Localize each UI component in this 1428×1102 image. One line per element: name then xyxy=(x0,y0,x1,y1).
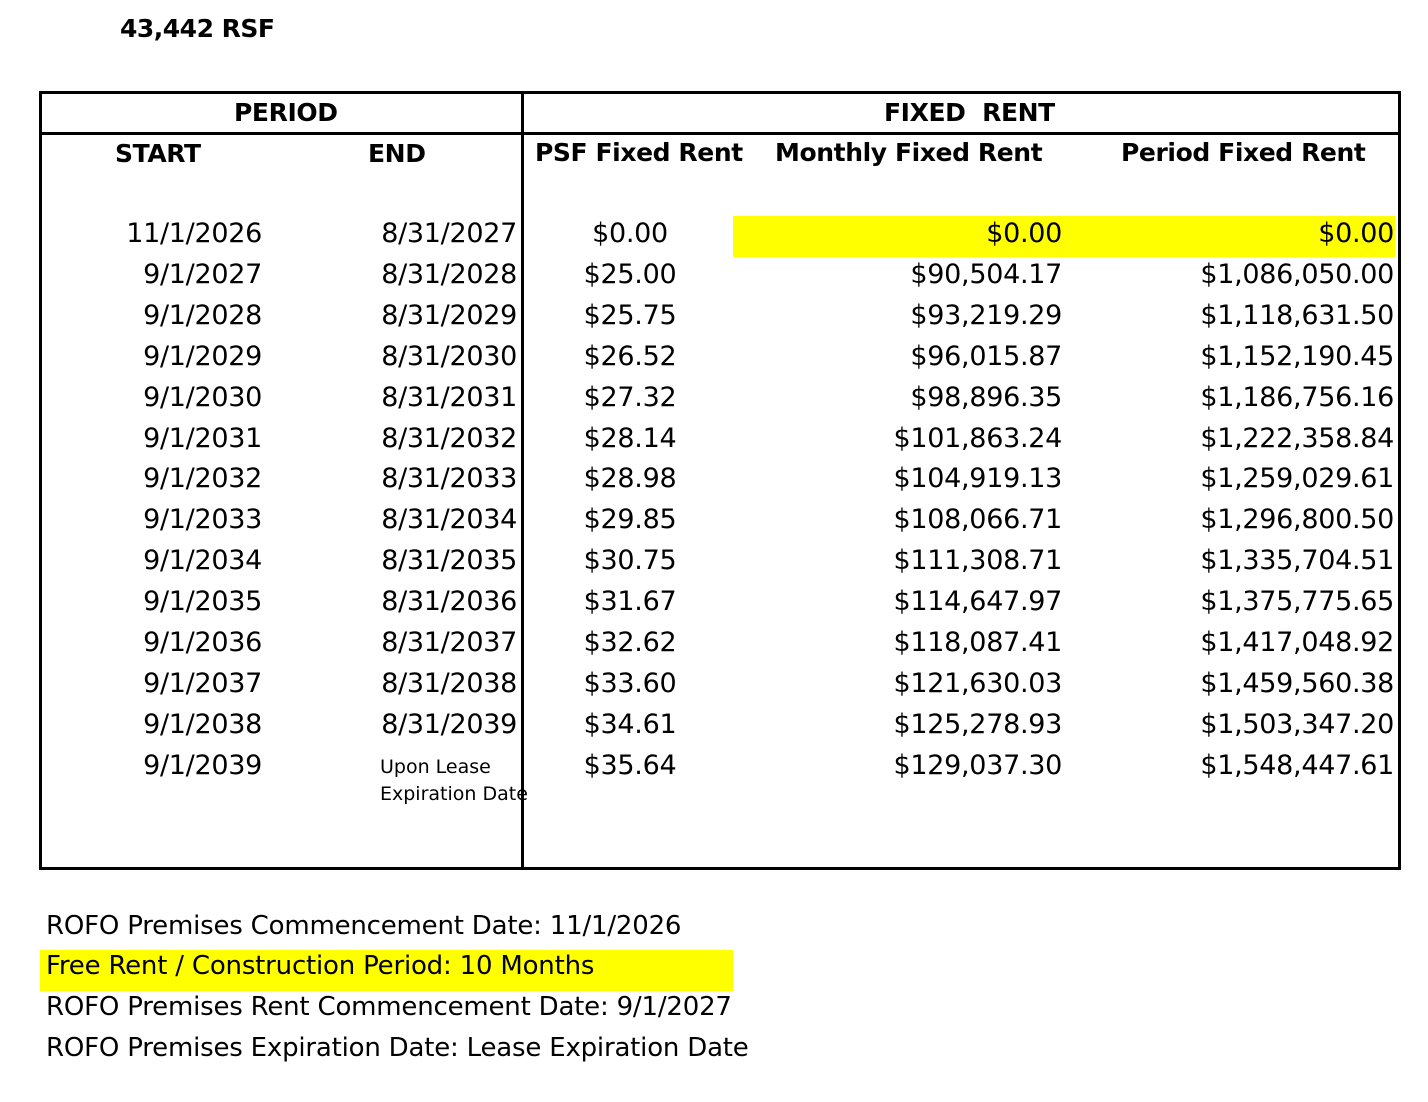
psf-rent-cell: $35.64 xyxy=(583,749,677,781)
period-rent-cell: $1,548,447.61 xyxy=(1200,749,1394,781)
monthly-rent-cell: $0.00 xyxy=(986,218,1062,249)
start-date-cell: 11/1/2026 xyxy=(126,218,262,249)
expiration-note: ROFO Premises Expiration Date: Lease Expiration Date xyxy=(46,1033,749,1063)
end-date-cell: 8/31/2030 xyxy=(381,340,517,372)
period-rent-cell: $1,417,048.92 xyxy=(1200,627,1394,658)
psf-rent-cell: $30.75 xyxy=(583,545,677,577)
psf-header: PSF Fixed Rent xyxy=(535,138,743,167)
psf-rent-cell: $28.14 xyxy=(583,422,677,454)
start-date-cell: 9/1/2039 xyxy=(143,749,262,781)
end-date-cell: 8/31/2029 xyxy=(381,299,517,331)
monthly-rent-cell: $101,863.24 xyxy=(893,422,1062,454)
end-date-line1: Upon Lease xyxy=(380,755,491,778)
period-header: PERIOD xyxy=(234,98,338,127)
end-date-cell: 8/31/2028 xyxy=(381,258,517,290)
monthly-rent-cell: $125,278.93 xyxy=(893,708,1062,740)
period-rent-cell: $1,086,050.00 xyxy=(1200,258,1394,290)
monthly-rent-cell: $108,066.71 xyxy=(893,504,1062,536)
psf-rent-cell: $33.60 xyxy=(583,667,677,699)
start-date-cell: 9/1/2038 xyxy=(143,708,262,740)
period-rent-cell: $1,296,800.50 xyxy=(1200,504,1394,536)
start-date-cell: 9/1/2036 xyxy=(143,627,262,658)
start-date-cell: 9/1/2034 xyxy=(143,545,262,577)
psf-rent-cell: $28.98 xyxy=(583,463,677,495)
start-date-cell: 9/1/2033 xyxy=(143,504,262,536)
monthly-rent-cell: $121,630.03 xyxy=(893,667,1062,699)
period-rent-cell: $1,222,358.84 xyxy=(1200,422,1394,454)
fixed-rent-header: FIXED RENT xyxy=(884,98,1055,127)
end-date-cell: 8/31/2027 xyxy=(381,218,517,249)
end-header: END xyxy=(368,139,426,168)
start-date-cell: 9/1/2031 xyxy=(143,422,262,454)
monthly-rent-cell: $93,219.29 xyxy=(910,299,1062,331)
start-date-cell: 9/1/2030 xyxy=(143,381,262,413)
start-date-cell: 9/1/2027 xyxy=(143,258,262,290)
end-date-line2: Expiration Date xyxy=(380,782,528,805)
end-date-cell: 8/31/2036 xyxy=(381,586,517,618)
period-rent-cell: $1,259,029.61 xyxy=(1200,463,1394,495)
end-date-cell: 8/31/2031 xyxy=(381,381,517,413)
period-divider xyxy=(521,94,524,867)
period-rent-cell: $1,375,775.65 xyxy=(1200,586,1394,618)
header-divider xyxy=(42,132,1398,135)
psf-rent-cell: $26.52 xyxy=(583,340,677,372)
monthly-rent-cell: $111,308.71 xyxy=(893,545,1062,577)
monthly-rent-cell: $114,647.97 xyxy=(893,586,1062,618)
monthly-header: Monthly Fixed Rent xyxy=(775,138,1043,167)
period-rent-cell: $1,186,756.16 xyxy=(1200,381,1394,413)
end-date-cell: 8/31/2033 xyxy=(381,463,517,495)
start-date-cell: 9/1/2032 xyxy=(143,463,262,495)
monthly-rent-cell: $98,896.35 xyxy=(910,381,1062,413)
start-date-cell: 9/1/2037 xyxy=(143,667,262,699)
free-rent-note: Free Rent / Construction Period: 10 Months xyxy=(46,951,595,981)
start-date-cell: 9/1/2029 xyxy=(143,340,262,372)
psf-rent-cell: $25.75 xyxy=(583,299,677,331)
period-rent-cell: $1,503,347.20 xyxy=(1200,708,1394,740)
psf-rent-cell: $29.85 xyxy=(583,504,677,536)
start-date-cell: 9/1/2035 xyxy=(143,586,262,618)
monthly-rent-cell: $104,919.13 xyxy=(893,463,1062,495)
end-date-cell: 8/31/2039 xyxy=(381,708,517,740)
psf-rent-cell: $34.61 xyxy=(583,708,677,740)
end-date-cell: 8/31/2038 xyxy=(381,667,517,699)
monthly-rent-cell: $90,504.17 xyxy=(910,258,1062,290)
period-rent-cell: $0.00 xyxy=(1318,218,1394,249)
psf-rent-cell: $25.00 xyxy=(583,258,677,290)
psf-rent-cell: $27.32 xyxy=(583,381,677,413)
start-date-cell: 9/1/2028 xyxy=(143,299,262,331)
psf-rent-cell: $31.67 xyxy=(583,586,677,618)
commencement-note: ROFO Premises Commencement Date: 11/1/2026 xyxy=(46,911,682,941)
monthly-rent-cell: $96,015.87 xyxy=(910,340,1062,372)
end-date-cell: 8/31/2032 xyxy=(381,422,517,454)
end-date-cell: 8/31/2034 xyxy=(381,504,517,536)
period-rent-header: Period Fixed Rent xyxy=(1121,138,1366,167)
monthly-rent-cell: $129,037.30 xyxy=(893,749,1062,781)
end-date-cell: 8/31/2037 xyxy=(381,627,517,658)
period-rent-cell: $1,152,190.45 xyxy=(1200,340,1394,372)
monthly-rent-cell: $118,087.41 xyxy=(893,627,1062,658)
end-date-cell: 8/31/2035 xyxy=(381,545,517,577)
psf-rent-cell: $0.00 xyxy=(592,218,668,249)
period-rent-cell: $1,335,704.51 xyxy=(1200,545,1394,577)
start-header: START xyxy=(115,139,201,168)
period-rent-cell: $1,459,560.38 xyxy=(1200,667,1394,699)
rent-commencement-note: ROFO Premises Rent Commencement Date: 9/1/2027 xyxy=(46,992,732,1022)
period-rent-cell: $1,118,631.50 xyxy=(1200,299,1394,331)
rent-schedule-table xyxy=(39,91,1401,870)
rsf-label: 43,442 RSF xyxy=(120,14,275,43)
psf-rent-cell: $32.62 xyxy=(583,627,677,658)
